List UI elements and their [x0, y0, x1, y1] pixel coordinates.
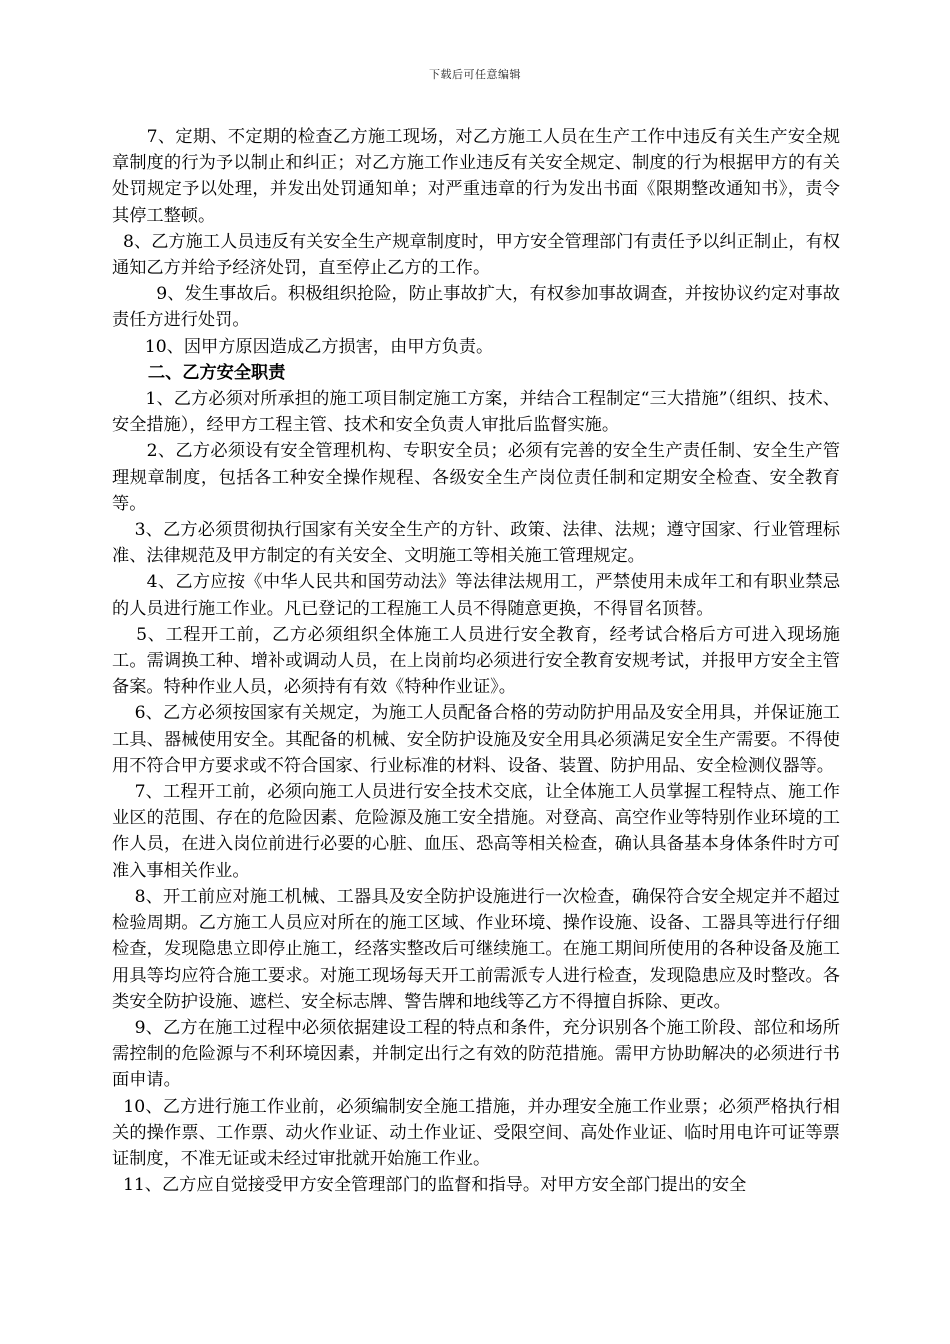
paragraph-b9: 9、乙方在施工过程中必须依据建设工程的特点和条件，充分识别各个施工阶段、部位和场所需控制的危险源与不利环境因素，并制定出行之有效的防范措施。需甲方协助解决的必须进行书面申请。 — [112, 1017, 840, 1091]
paragraph-b6: 6、乙方必须按国家有关规定，为施工人员配备合格的劳动防护用品及安全用具，并保证施工工具、器械使用安全。其配备的机械、安全防护设施及安全用具必须满足安全生产需要。不得使用不符合甲方要求或不符合国家、行业标准的材料、设备、装置、防护用品、安全检测仪器等。 — [112, 703, 840, 776]
document-body — [112, 124, 840, 1198]
paragraph-b5: 5、工程开工前，乙方必须组织全体施工人员进行安全教育，经考试合格后方可进入现场施工。需调换工种、增补或调动人员，在上岗前均必须进行安全教育安规考试，并报甲方安全主管备案。特种作业人员，必须持有有效《特种作业证》。 — [112, 624, 840, 698]
paragraph-a7: 7、定期、不定期的检查乙方施工现场，对乙方施工人员在生产工作中违反有关生产安全规章制度的行为予以制止和纠正；对乙方施工作业违反有关安全规定、制度的行为根据甲方的有关处罚规定予以处理，并发出处罚通知单；对严重违章的行为发出书面《限期整改通知书》，责令其停工整顿。 — [112, 127, 841, 226]
paragraph-b3: 3、乙方必须贯彻执行国家有关安全生产的方针、政策、法律、法规；遵守国家、行业管理标准、法律规范及甲方制定的有关安全、文明施工等相关施工管理规定。 — [112, 520, 840, 567]
paragraph-b8: 8、开工前应对施工机械、工器具及安全防护设施进行一次检查，确保符合安全规定并不超过检验周期。乙方施工人员应对所在的施工区域、作业环境、操作设施、设备、工器具等进行仔细检查，发现隐患立即停止施工，经落实整改后可继续施工。在施工期间所使用的各种设备及施工用具等均应符合施工要求。对施工现场每天开工前需派专人进行检查，发现隐患应及时整改。各类安全防护设施、遮栏、安全标志牌、警告牌和地线等乙方不得擅自拆除、更改。 — [112, 886, 840, 1012]
paragraph-b1: 1、乙方必须对所承担的施工项目制定施工方案，并结合工程制定“三大措施”（组织、技术、安全措施），经甲方工程主管、技术和安全负责人审批后监督实施。 — [112, 389, 840, 436]
paragraph-b10: 10、乙方进行施工作业前，必须编制安全施工措施，并办理安全施工作业票；必须严格执行相关的操作票、工作票、动火作业证、动土作业证、受限空间、高处作业证、临时用电许可证等票证制度，不准无证或未经过审批就开始施工作业。 — [112, 1096, 840, 1169]
paragraph-a9: 9、发生事故后。积极组织抢险，防止事故扩大，有权参加事故调查，并按协议约定对事故责任方进行处罚。 — [112, 284, 840, 331]
page-header: 下载后可任意编辑 — [429, 68, 521, 81]
paragraph-b4: 4、乙方应按《中华人民共和国劳动法》等法律法规用工，严禁使用未成年工和有职业禁忌的人员进行施工作业。凡已登记的工程施工人员不得随意更换，不得冒名顶替。 — [112, 572, 841, 619]
paragraph-a8: 8、乙方施工人员违反有关安全生产规章制度时，甲方安全管理部门有责任予以纠正制止，有权通知乙方并给予经济处罚，直至停止乙方的工作。 — [112, 231, 840, 279]
paragraph-a10: 10、因甲方原因造成乙方损害，由甲方负责。 — [112, 336, 494, 357]
paragraph-b2: 2、乙方必须设有安全管理机构、专职安全员；必须有完善的安全生产责任制、安全生产管理规章制度，包括各工种安全操作规程、各级安全生产岗位责任制和定期安全检查、安全教育等。 — [112, 441, 841, 514]
paragraph-b7: 7、工程开工前，必须向施工人员进行安全技术交底，让全体施工人员掌握工程特点、施工作业区的范围、存在的危险因素、危险源及施工安全措施。对登高、高空作业等特别作业环境的工作人员，在进入岗位前进行必要的心脏、血压、恐高等相关检查，确认具备基本身体条件时方可准入事相关作业。 — [112, 782, 840, 881]
section-heading-party-b: 二、乙方安全职责 — [112, 362, 286, 383]
paragraph-b11: 11、乙方应自觉接受甲方安全管理部门的监督和指导。对甲方安全部门提出的安全 — [112, 1175, 747, 1196]
